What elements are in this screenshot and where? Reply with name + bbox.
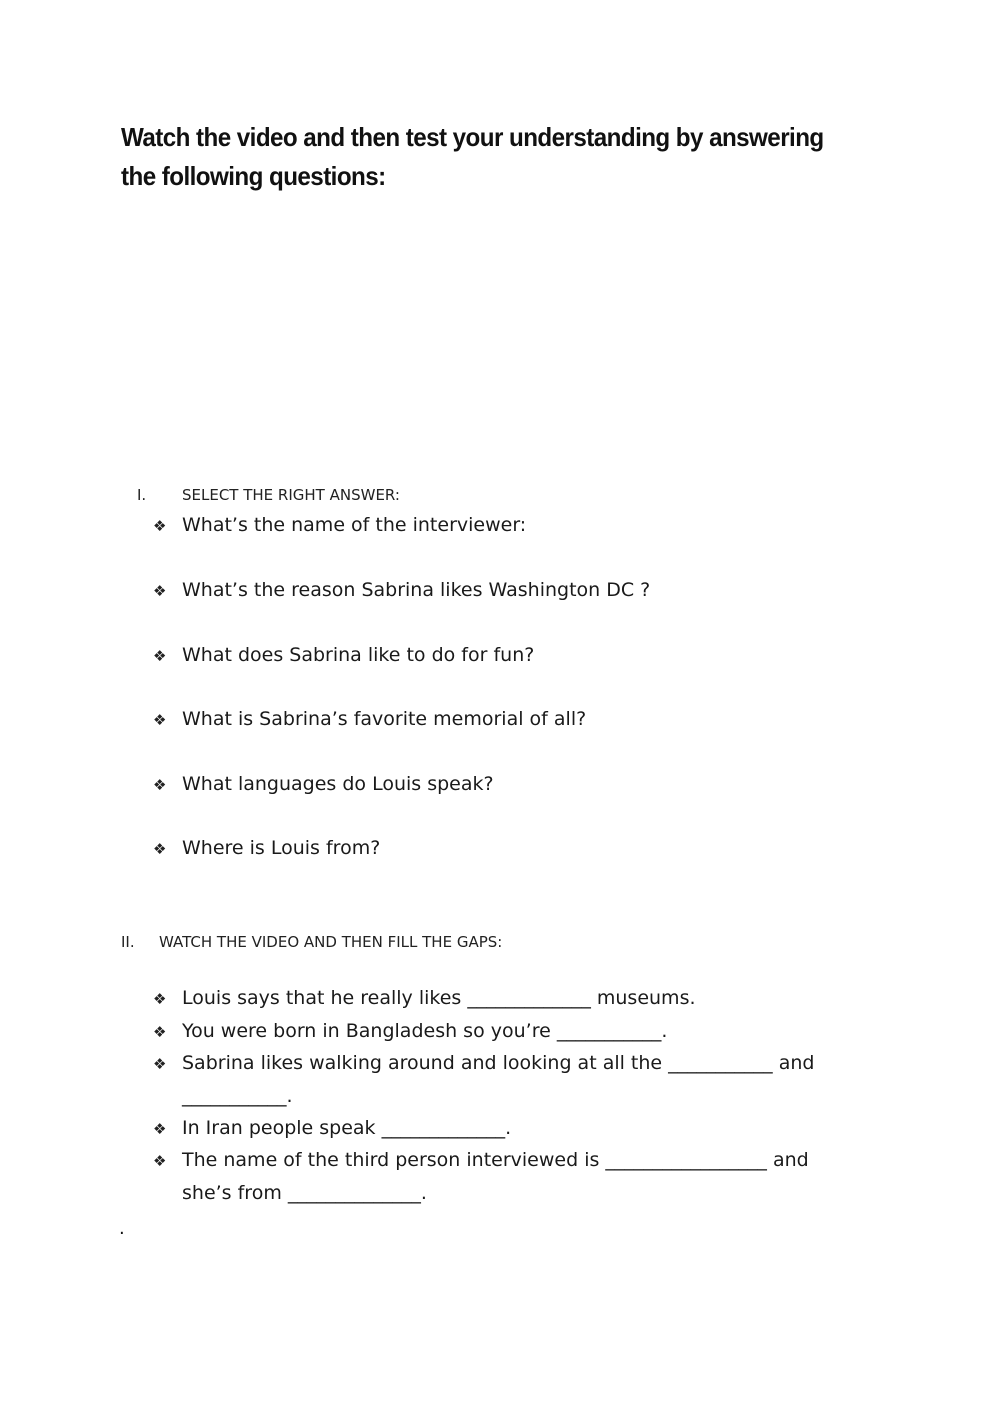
section-2-heading: WATCH THE VIDEO AND THEN FILL THE GAPS:: [159, 933, 503, 951]
question-1: What’s the name of the interviewer:: [182, 514, 527, 536]
question-5: What languages do Louis speak?: [182, 773, 494, 795]
section-1-heading: SELECT THE RIGHT ANSWER:: [182, 486, 400, 504]
bullet-icon: ❖: [153, 1023, 167, 1041]
gap-line-5-continued: she’s from ______________.: [182, 1182, 427, 1204]
bullet-icon: ❖: [153, 776, 167, 794]
bullet-icon: ❖: [153, 840, 167, 858]
bullet-icon: ❖: [153, 711, 167, 729]
bullet-icon: ❖: [153, 990, 167, 1008]
page-title: Watch the video and then test your understanding by answering the following questions:: [121, 122, 824, 191]
question-2: What’s the reason Sabrina likes Washington DC ?: [182, 579, 651, 601]
gap-line-5: The name of the third person interviewed is _________________ and: [182, 1149, 809, 1171]
gap-line-2: You were born in Bangladesh so you’re ___________.: [182, 1020, 668, 1042]
section-1-number: I.: [137, 486, 147, 504]
section-2-number: II.: [121, 933, 135, 951]
trailing-period: .: [119, 1218, 125, 1239]
bullet-icon: ❖: [153, 647, 167, 665]
bullet-icon: ❖: [153, 1152, 167, 1170]
question-6: Where is Louis from?: [182, 837, 381, 859]
gap-line-1: Louis says that he really likes _____________ museums.: [182, 987, 696, 1009]
bullet-icon: ❖: [153, 1055, 167, 1073]
bullet-icon: ❖: [153, 517, 167, 535]
gap-line-3-continued: ___________.: [182, 1085, 293, 1107]
bullet-icon: ❖: [153, 582, 167, 600]
question-4: What is Sabrina’s favorite memorial of all?: [182, 708, 587, 730]
question-3: What does Sabrina like to do for fun?: [182, 644, 535, 666]
gap-line-3: Sabrina likes walking around and looking at all the ___________ and: [182, 1052, 815, 1074]
gap-line-4: In Iran people speak _____________.: [182, 1117, 512, 1139]
bullet-icon: ❖: [153, 1120, 167, 1138]
